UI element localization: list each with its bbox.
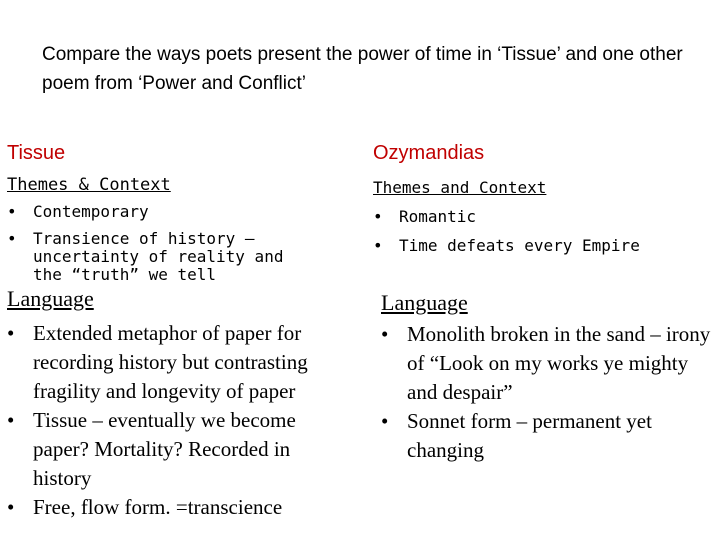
slide-title: Compare the ways poets present the power of time in ‘Tissue’ and one other poem from ‘Power and Conflict’ — [42, 44, 683, 94]
tissue-language-heading: Language — [7, 286, 94, 311]
ozymandias-language-list — [381, 320, 711, 465]
list-item: • Monolith broken in the sand – irony of “Look on my works ye mighty and despair” — [381, 320, 711, 407]
list-item: • Time defeats every Empire — [373, 237, 713, 255]
list-item: • Tissue – eventually we become paper? Mortality? Recorded in history — [7, 406, 352, 493]
tissue-heading: Tissue — [7, 142, 66, 164]
ozymandias-language-heading: Language — [381, 290, 468, 315]
list-item: • Sonnet form – permanent yet changing — [381, 407, 711, 465]
list-item: • Transience of history – uncertainty of reality and the “truth” we tell — [7, 230, 307, 284]
ozymandias-themes-list — [373, 208, 713, 264]
tissue-themes-list — [7, 203, 307, 293]
list-item: • Free, flow form. =transcience — [7, 493, 352, 522]
tissue-language-list — [7, 319, 352, 522]
tissue-themes-heading: Themes & Context — [7, 175, 171, 195]
ozymandias-heading: Ozymandias — [373, 142, 485, 164]
list-item: • Extended metaphor of paper for recording history but contrasting fragility and longevity of paper — [7, 319, 352, 406]
list-item: • Contemporary — [7, 203, 307, 221]
ozymandias-themes-heading: Themes and Context — [373, 178, 547, 197]
list-item: • Romantic — [373, 208, 713, 226]
